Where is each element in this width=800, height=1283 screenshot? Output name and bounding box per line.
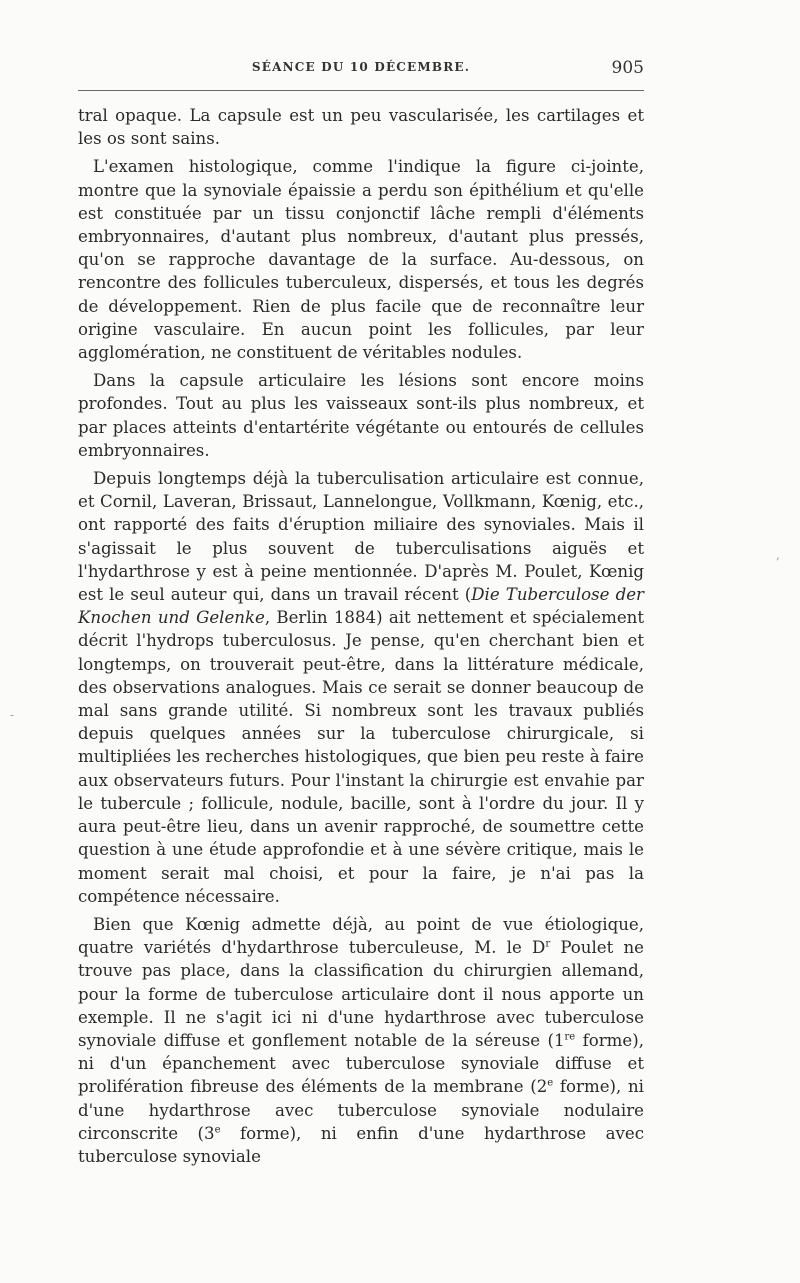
superscript: e (214, 1124, 221, 1136)
margin-mark: - (10, 708, 15, 722)
text-run: Bien que Kœnig admette déjà, au point de vue étiologique, quatre variétés d'hydarthrose tuberculeuse, M. le D (78, 914, 644, 958)
running-title: SÉANCE DU 10 DÉCEMBRE. (251, 60, 471, 74)
text-run: L'examen histologique, comme l'indique la figure ci-jointe, montre que la synoviale épaissie a perdu son épithélium et qu'elle est constituée par un tissu conjonctif lâche rempli d'éléments embryonnaires, d'autant plus nombreux, d'autant plus pressés, qu'on se rapproche davantage de la surface. Au-dessous, on rencontre des follicules tuberculeux, dispersés, et tous les degrés de développement. Rien de plus facile que de reconnaître leur origine vasculaire. En aucun point les follicules, par leur agglomération, ne constituent de véritables nodules. (78, 157, 644, 363)
text-run: Poulet ne trouve pas place, dans la classification du chirurgien allemand, pour la forme de tuberculose articulaire dont il nous apporte un exemple. Il ne s'agit ici ni d'une hydarthrose avec tuberculose synoviale diffuse et gonflement notable de la séreuse (1 (78, 938, 644, 1050)
text-run: forme), ni d'une hydarthrose avec tuberculose synoviale nodulaire circonscrite (3 (78, 1077, 644, 1143)
header-rule (78, 90, 644, 91)
text-run: , Berlin 1884) ait nettement et spécialement décrit l'hydrops tuberculosus. Je pense, qu'en cherchant bien et longtemps, on trouverait peut-être, dans la littérature médicale, des observations analogues. Mais ce serait se donner beaucoup de mal sans grande utilité. Si nombreux sont les travaux publiés depuis quelques années sur la tuberculose chirurgicale, si multipliées les recherches histologiques, que bien peu reste à faire aux observateurs futurs. Pour l'instant la chirurgie est envahie par le tubercule ; follicule, nodule, bacille, sont à l'ordre du jour. Il y aura peut-être lieu, dans un avenir rapproché, de soumettre cette question à une étude approfondie et à une sévère critique, mais le moment serait mal choisi, et pour la faire, je n'ai pas la compétence nécessaire. (78, 608, 645, 906)
margin-mark: , (776, 548, 780, 562)
paragraph (78, 369, 644, 462)
superscript: e (547, 1077, 554, 1089)
page-header (78, 58, 644, 82)
superscript: re (564, 1031, 576, 1043)
text-run: forme), ni d'un épanchement avec tuberculose synoviale diffuse et prolifération fibreuse des éléments de la membrane (2 (78, 1030, 644, 1097)
text-run: tral opaque. La capsule est un peu vascularisée, les cartilages et les os sont sains. (78, 106, 644, 149)
paragraph (78, 104, 644, 150)
body-text (78, 104, 644, 1173)
paragraph (78, 913, 644, 1168)
paragraph (78, 155, 644, 364)
italic-title: Die Tuberculose der Knochen und Gelenke (78, 585, 644, 628)
text-run: Depuis longtemps déjà la tuberculisation articulaire est connue, et Cornil, Laveran, Brissaut, Lannelongue, Vollkmann, Kœnig, etc., ont rapporté des faits d'éruption miliaire des synoviales. Mais il s'agissait le plus souvent de tuberculisations aiguës et l'hydarthrose y est à peine mentionnée. D'après M. Poulet, Kœnig est le seul auteur qui, dans un travail récent ( (78, 469, 644, 605)
text-run: forme), ni enfin d'une hydarthrose avec tuberculose synoviale (78, 1123, 644, 1166)
superscript: r (545, 938, 551, 950)
text-run: Dans la capsule articulaire les lésions sont encore moins profondes. Tout au plus les vaisseaux sont-ils plus nombreux, et par places atteints d'entartérite végétante ou entourés de cellules embryonnaires. (78, 371, 644, 460)
paragraph (78, 467, 644, 908)
page-number: 905 (611, 58, 644, 78)
